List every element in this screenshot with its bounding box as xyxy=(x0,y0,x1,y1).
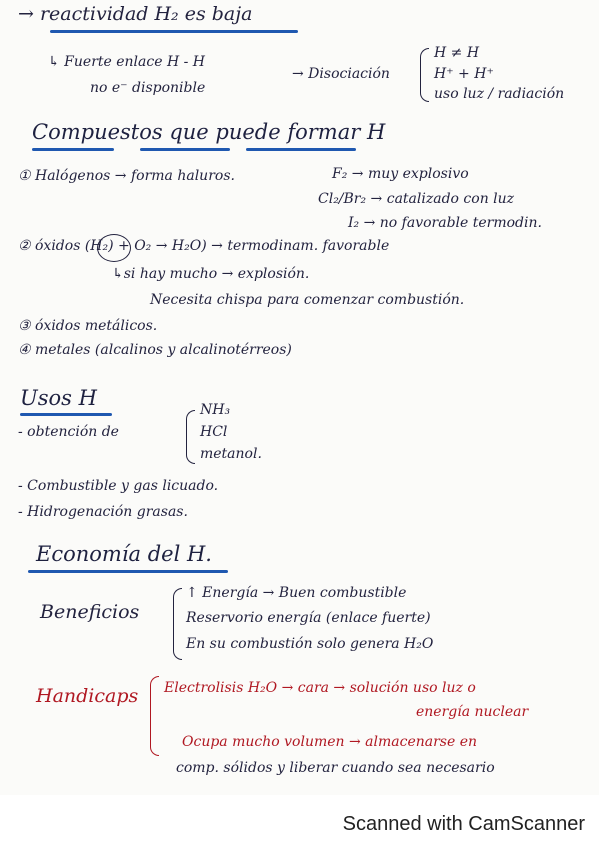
note-line: energía nuclear xyxy=(416,704,529,720)
note-line: HCl xyxy=(200,424,228,440)
note-line: NH₃ xyxy=(200,402,231,418)
note-line: - Hidrogenación grasas. xyxy=(18,504,188,520)
note-line: ② óxidos (H₂) + O₂ → H₂O) → termodinam. favorable xyxy=(18,238,390,254)
section-heading-compounds: Compuestos que puede formar H xyxy=(32,120,386,144)
section-heading-uses: Usos H xyxy=(20,386,97,410)
reactivity-line: → reactividad H₂ es baja xyxy=(18,3,253,25)
note-line: - Combustible y gas licuado. xyxy=(18,478,219,494)
heading-underline xyxy=(20,413,112,416)
note-line: ③ óxidos metálicos. xyxy=(18,318,158,334)
note-line: Ocupa mucho volumen → almacenarse en xyxy=(182,734,478,750)
section-heading-economy: Economía del H. xyxy=(36,542,212,566)
note-line: - obtención de xyxy=(18,424,119,440)
note-line: ① Halógenos → forma haluros. xyxy=(18,168,235,184)
brace xyxy=(186,410,195,464)
note-line: ↳ Fuerte enlace H - H xyxy=(48,54,206,70)
heading-underline xyxy=(50,30,298,33)
note-line: ④ metales (alcalinos y alcalinotérreos) xyxy=(18,342,292,358)
note-line: Reservorio energía (enlace fuerte) xyxy=(186,610,431,626)
note-line: Electrolisis H₂O → cara → solución uso luz o xyxy=(164,680,476,696)
note-line: metanol. xyxy=(200,446,262,462)
scanner-watermark: Scanned with CamScanner xyxy=(342,813,585,835)
note-line: Necesita chispa para comenzar combustión. xyxy=(150,292,465,308)
note-line: Cl₂/Br₂ → catalizado con luz xyxy=(318,191,515,207)
note-line: H ≠ H xyxy=(434,45,480,61)
brace xyxy=(173,588,182,660)
handicaps-label: Handicaps xyxy=(36,685,139,707)
note-line: F₂ → muy explosivo xyxy=(332,166,469,182)
note-line: ↑ Energía → Buen combustible xyxy=(186,585,407,601)
heading-underline xyxy=(32,148,114,151)
note-line: ↳si hay mucho → explosión. xyxy=(112,266,310,282)
benefits-label: Beneficios xyxy=(40,601,140,623)
heading-underline xyxy=(140,148,230,151)
note-line: no e⁻ disponible xyxy=(90,80,206,96)
note-line: → Disociación xyxy=(292,66,390,82)
note-line: uso luz / radiación xyxy=(434,86,565,102)
note-line: En su combustión solo genera H₂O xyxy=(186,636,434,652)
note-line: I₂ → no favorable termodin. xyxy=(348,215,542,231)
brace xyxy=(420,48,429,102)
heading-underline xyxy=(28,570,228,573)
heading-underline xyxy=(246,148,356,151)
note-line: H⁺ + H⁺ xyxy=(434,66,494,82)
brace xyxy=(150,676,159,756)
note-line: comp. sólidos y liberar cuando sea necesario xyxy=(176,760,495,776)
